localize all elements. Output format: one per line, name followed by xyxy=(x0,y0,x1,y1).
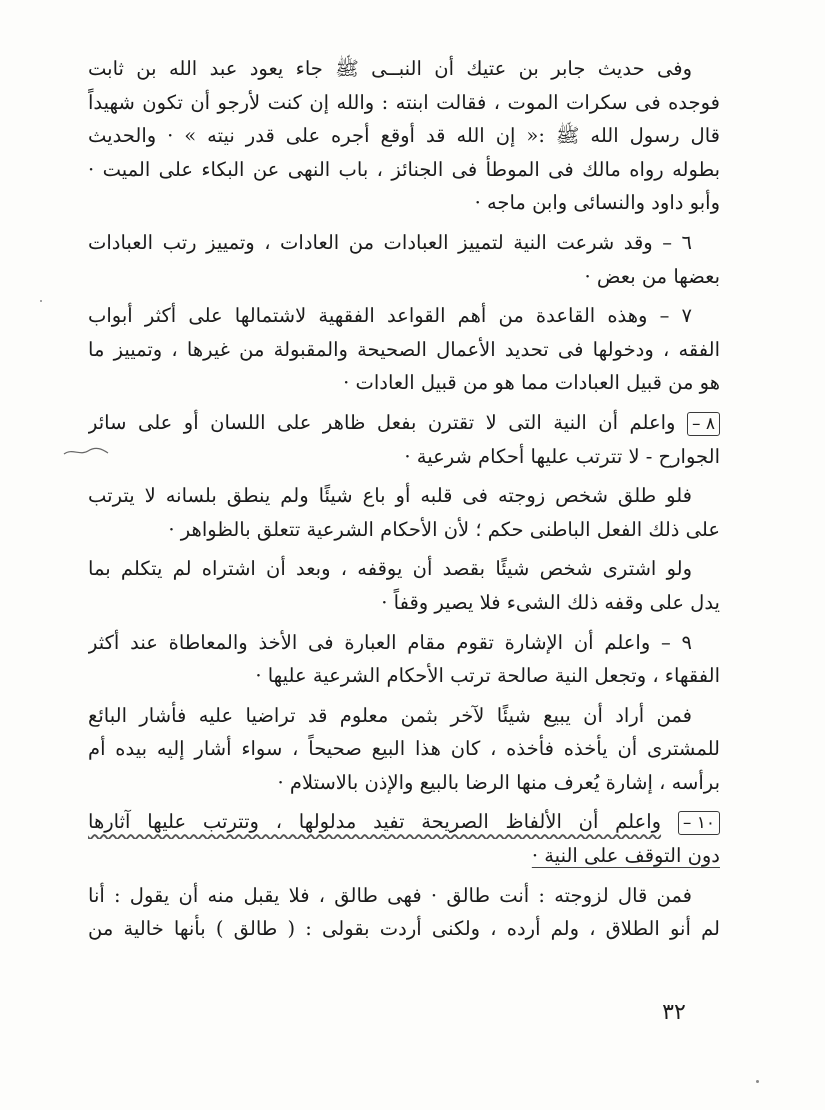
text-line: ولو اشترى شخص شيئًا بقصد أن يوقفه ، وبعد أن اشتراه لم يتكلم بما xyxy=(88,557,693,581)
text-line: للمشترى أن يأخذه فأخذه ، كان هذا البيع صحيحاً ، سواء أشار إليه بيده أم xyxy=(88,737,720,761)
text-line: فلو طلق شخص زوجته فى قلبه أو باع شيئًا ولم ينطق بلسانه لا يترتب xyxy=(88,484,692,508)
boxed-item-number: ١٠ – xyxy=(678,811,720,835)
text-line: فمن قال لزوجته : أنت طالق · فهى طالق ، فلا يقبل منه أن يقول : أنا xyxy=(88,883,692,907)
pen-scribble-icon xyxy=(62,446,110,458)
underlined-text: واعلم أن الألفاظ الصريحة تفيد مدلولها ، وتترتب عليها آثارها xyxy=(88,810,662,834)
page-body-text xyxy=(88,52,720,946)
text-line: يدل على وقفه ذلك الشىء فلا يصير وقفاً · xyxy=(381,590,720,614)
text-line: قال رسول الله ﷺ :« إن الله قد أوقع أجره على قدر نيته » · والحديث xyxy=(88,124,720,148)
text-line-segment: واعلم أن النية التى لا تقترن بفعل ظاهر على اللسان أو على سائر xyxy=(88,410,676,434)
text-line: وأبو داود والنسائى وابن ماجه · xyxy=(474,191,720,215)
text-line: وفى حديث جابر بن عتيك أن النبــى ﷺ جاء يعود عبد الله بن ثابت xyxy=(88,57,692,80)
page-number: ٣٢ xyxy=(662,1000,686,1025)
text-line xyxy=(88,839,720,873)
underlined-text: دون التوقف على النية · xyxy=(531,844,720,868)
text-line: فوجده فى سكرات الموت ، فقالت ابنته : والله إن كنت لأرجو أن تكون شهيداً xyxy=(88,90,720,114)
text-line: لم أنو الطلاق ، ولم أرده ، ولكنى أردت بقولى : ( طالق ) بأنها خالية من xyxy=(88,917,720,941)
text-line: بطوله رواه مالك فى الموطأ فى الجنائز ، باب النهى عن البكاء على الميت · xyxy=(88,157,720,181)
scan-speck xyxy=(756,1080,759,1083)
scan-speck xyxy=(40,300,42,302)
text-line: بعضها من بعض · xyxy=(584,264,720,288)
text-line: على ذلك الفعل الباطنى حكم ؛ لأن الأحكام الشرعية تتعلق بالظواهر · xyxy=(168,517,720,541)
boxed-item-number: ٨ – xyxy=(687,412,720,436)
text-line: هو من قبيل العبادات مما هو من قبيل العادات · xyxy=(343,371,720,395)
text-line: ٧ – وهذه القاعدة من أهم القواعد الفقهية لاشتمالها على أكثر أبواب xyxy=(88,304,692,328)
text-line: ٦ – وقد شرعت النية لتمييز العبادات من العادات ، وتمييز رتب العبادات xyxy=(88,230,692,254)
text-line xyxy=(88,805,720,839)
text-line: الفقه ، ودخولها فى تحديد الأعمال الصحيحة والمقبولة من غيرها ، وتمييز ما xyxy=(88,337,720,361)
text-line xyxy=(88,406,720,440)
text-line: فمن أراد أن يبيع شيئًا لآخر بثمن معلوم قد تراضيا عليه فأشار البائع xyxy=(88,703,692,727)
text-line: ٩ – واعلم أن الإشارة تقوم مقام العبارة فى الأخذ والمعاطاة عند أكثر xyxy=(88,630,692,654)
text-line: برأسه ، إشارة يُعرف منها الرضا بالبيع والإذن بالاستلام · xyxy=(277,770,720,794)
text-line: الفقهاء ، وتجعل النية صالحة ترتب الأحكام الشرعية عليها · xyxy=(255,664,720,688)
text-line: الجوارح - لا تترتب عليها أحكام شرعية · xyxy=(404,444,720,468)
